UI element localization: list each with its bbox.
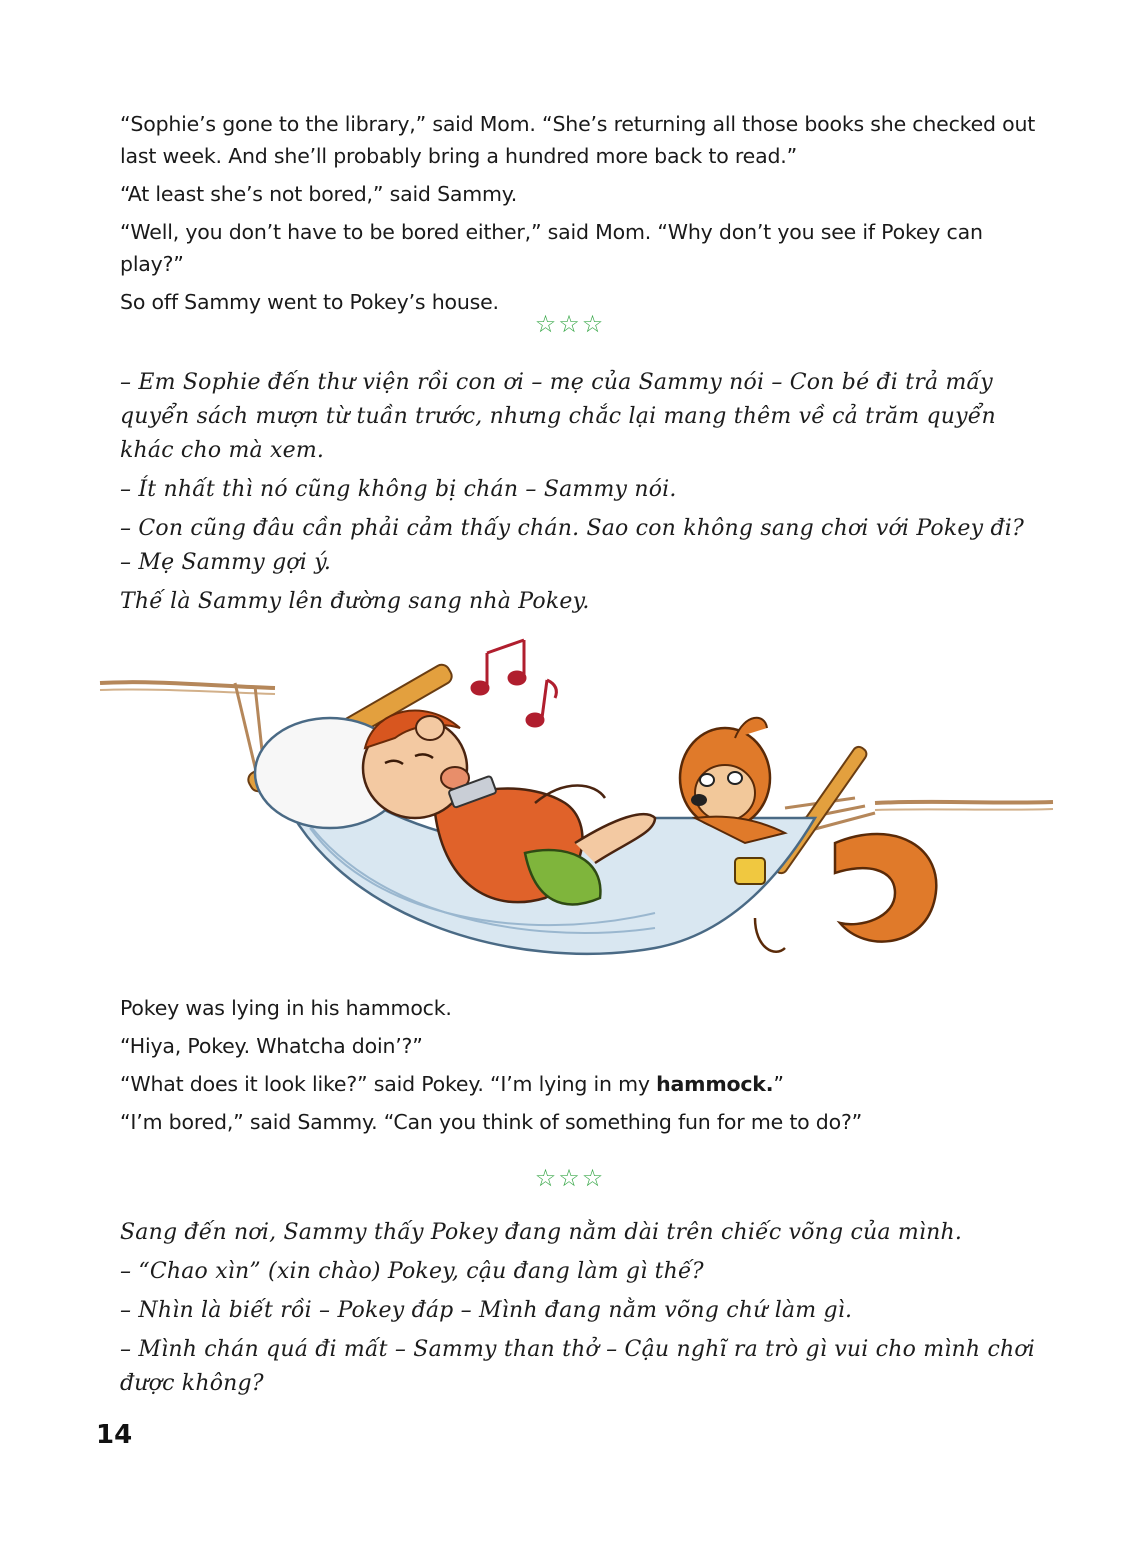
vi-paragraph: – Mình chán quá đi mất – Sammy than thở – Cậu nghĩ ra trò gì vui cho mình chơi được không? (120, 1337, 1036, 1396)
en-paragraph: So off Sammy went to Pokey’s house. (120, 290, 499, 314)
english-section-1 (120, 108, 1040, 324)
vi-paragraph: Thế là Sammy lên đường sang nhà Pokey. (120, 589, 590, 614)
vocab-word-hammock: hammock. (656, 1072, 774, 1096)
vi-paragraph: – Ít nhất thì nó cũng không bị chán – Sammy nói. (120, 477, 677, 502)
en-paragraph: Pokey was lying in his hammock. (120, 996, 452, 1020)
page-number: 14 (96, 1420, 133, 1450)
vi-paragraph: – Con cũng đâu cần phải cảm thấy chán. Sao con không sang chơi với Pokey đi? – Mẹ Sammy gợi ý. (120, 516, 1024, 575)
vi-paragraph: – Nhìn là biết rồi – Pokey đáp – Mình đang nằm võng chứ làm gì. (120, 1298, 853, 1323)
en-paragraph (120, 1068, 1040, 1100)
en-paragraph: “Sophie’s gone to the library,” said Mom. “She’s returning all those books she checked out last week. And she’ll probably bring a hundred more back to read.” (120, 112, 1036, 168)
en-paragraph: “Hiya, Pokey. Whatcha doin’?” (120, 1034, 423, 1058)
hammock-illustration (95, 628, 1055, 988)
en-text: “What does it look like?” said Pokey. “I’m lying in my (120, 1072, 657, 1096)
vi-paragraph: – Em Sophie đến thư viện rồi con ơi – mẹ của Sammy nói – Con bé đi trả mấy quyển sách mượn từ tuần trước, nhưng chắc lại mang thêm về cả trăm quyển khác cho mà xem. (120, 370, 996, 463)
en-paragraph: “I’m bored,” said Sammy. “Can you think of something fun for me to do?” (120, 1110, 863, 1134)
en-paragraph: “Well, you don’t have to be bored either,” said Mom. “Why don’t you see if Pokey can play?” (120, 220, 983, 276)
en-paragraph: “At least she’s not bored,” said Sammy. (120, 182, 518, 206)
vietnamese-section-2 (120, 1216, 1040, 1406)
english-section-2 (120, 992, 1040, 1144)
en-text: ” (773, 1072, 784, 1096)
star-divider: ☆☆☆ (534, 310, 606, 338)
vi-paragraph: – “Chao xìn” (xin chào) Pokey, cậu đang làm gì thế? (120, 1259, 704, 1284)
vietnamese-section-1 (120, 366, 1040, 624)
star-divider: ☆☆☆ (534, 1164, 606, 1192)
vi-paragraph: Sang đến nơi, Sammy thấy Pokey đang nằm dài trên chiếc võng của mình. (120, 1220, 963, 1245)
